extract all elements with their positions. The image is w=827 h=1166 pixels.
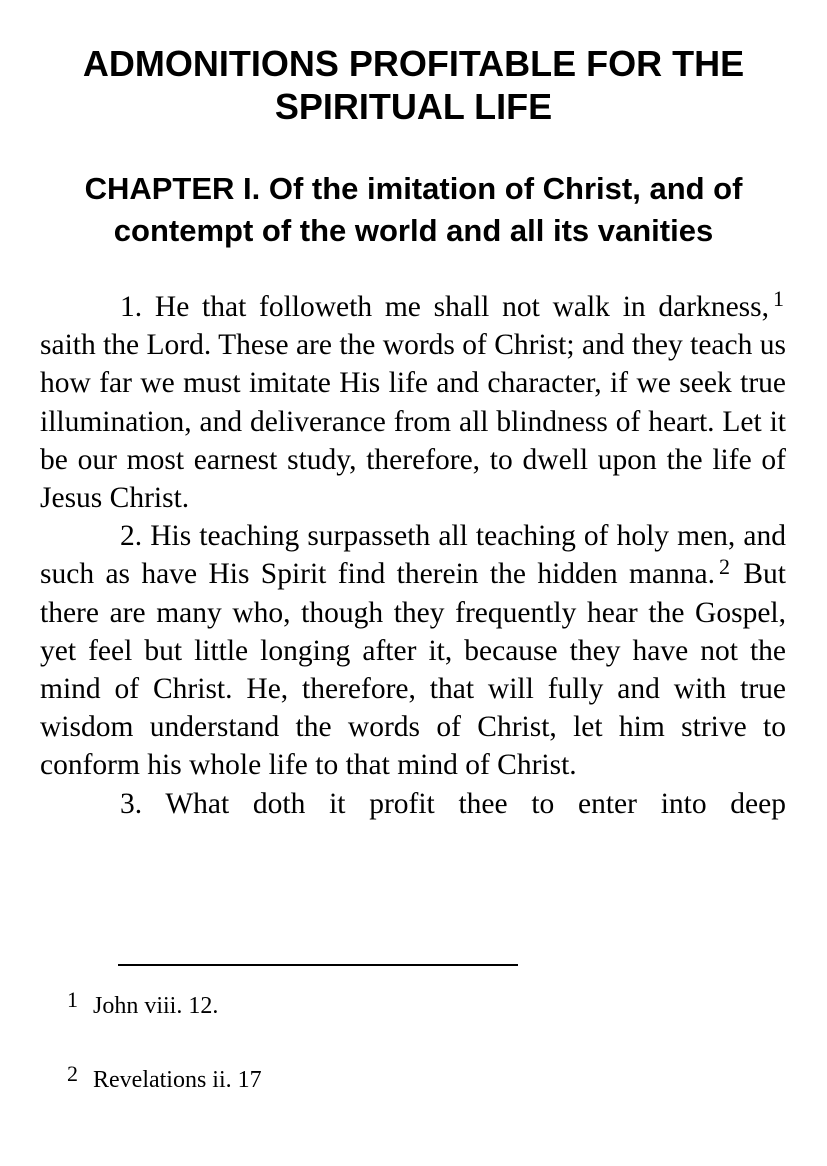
footnote-1-text: John viii. 12.: [93, 993, 219, 1019]
paragraph-1: [40, 288, 786, 517]
footnote-1: [67, 987, 219, 1020]
footnote-1-mark: 1: [67, 987, 78, 1012]
chapter-title: CHAPTER I. Of the imitation of Christ, and of contempt of the world and all its vanities: [84, 171, 743, 248]
footnote-2-mark: 2: [67, 1061, 78, 1086]
footnote-2: [67, 1061, 262, 1094]
footnote-reference-2[interactable]: 2: [719, 553, 730, 579]
book-title: ADMONITIONS PROFITABLE FOR THE SPIRITUAL LIFE: [82, 43, 745, 127]
paragraph-2-text-before: 2. His teaching surpasseth all teaching of holy men, and such as have His Spirit find therein the hidden manna.: [40, 520, 786, 591]
paragraph-1-text-after: saith the Lord. These are the words of Christ; and they teach us how far we must imitate His life and character, if we seek true illumination, and deliverance from all blindness of heart. Let it be our most earnest study, therefore, to dwell upon the life of Jesus Christ.: [40, 329, 786, 515]
footnote-divider: [118, 964, 518, 966]
footnote-2-text: Revelations ii. 17: [93, 1067, 262, 1093]
footnote-reference-1[interactable]: 1: [773, 286, 784, 312]
paragraph-1-text-before: 1. He that followeth me shall not walk in darkness,: [120, 291, 769, 323]
paragraph-2-text-after: But there are many who, though they frequently hear the Gospel, yet feel but little longing after it, because they have not the mind of Christ. He, therefore, that will fully and with true wisdom understand the words of Christ, let him strive to conform his whole life to that mind of Christ.: [40, 558, 786, 782]
chapter-body: [40, 288, 786, 823]
paragraph-3: 3. What doth it profit thee to enter into deep: [120, 787, 786, 820]
paragraph-2: [40, 517, 786, 784]
